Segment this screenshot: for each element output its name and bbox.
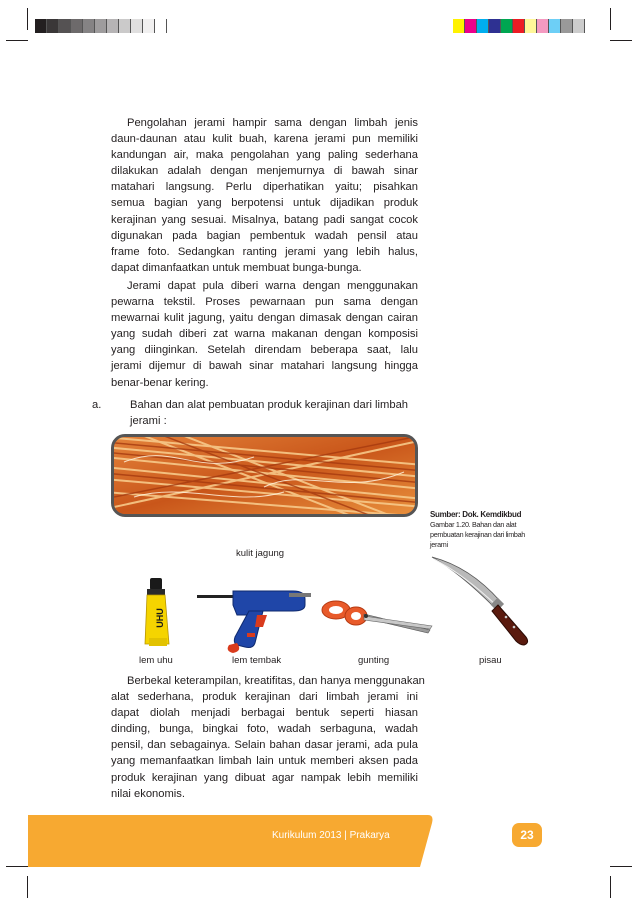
text-line: dapat diolah menjadi berbagai bentuk seperti hiasan (111, 707, 418, 720)
text-line: mewarnai kulit jagung, yaitu dengan dimasak dengan cairan (111, 312, 418, 325)
text-line: alat sederhana, produk kerajinan dari limbah jerami ini (111, 691, 418, 704)
color-calibration-bar (453, 19, 585, 33)
crop-mark (610, 876, 611, 898)
list-marker: a. (92, 399, 102, 411)
straw-texture-illustration (114, 437, 415, 514)
text-line: yang sudah diberi zat warna makanan dengan komposisi (111, 328, 418, 341)
figure-caption-line: pembuatan kerajinan dari limbah (430, 530, 525, 539)
text-line: jerami : (130, 415, 167, 428)
text-line: dinding, bunga, bingkai foto, wadah serbaguna, wadah (111, 723, 418, 736)
text-line: Bahan dan alat pembuatan produk kerajinan dari limbah (130, 399, 409, 411)
tool-label-knife: pisau (479, 655, 502, 666)
text-line: semua bagian yang berpotensi untuk dijadikan produk (111, 197, 418, 210)
crop-mark (6, 866, 28, 867)
text-line: Jerami dapat pula diberi warna dengan menggunakan (127, 280, 418, 292)
paragraph-2 (111, 278, 418, 391)
text-line: jerami dijemur di bawah sinar matahari langsung hingga (111, 360, 418, 373)
crop-mark (27, 876, 28, 898)
text-line: benar-benar kering. (111, 376, 209, 389)
tool-label-scissors: gunting (358, 655, 390, 666)
text-line: nilai ekonomis. (111, 787, 185, 800)
crop-mark (6, 40, 28, 41)
text-line: dapat dimanfaatkan untuk membuat bunga-bunga. (111, 261, 362, 274)
glue-gun-image (197, 585, 312, 653)
text-line: daun-daunan atau kulit buah, karena jerami pun memiliki (111, 133, 418, 146)
text-line: kandungan air, maka pengolahan yang paling sederhana (111, 149, 418, 162)
figure-caption-line: Gambar 1.20. Bahan dan alat (430, 520, 517, 529)
text-line: produk kerajinan yang dibuat agar nampak lebih memiliki (111, 771, 418, 784)
text-line: Berbekal keterampilan, kreatifitas, dan hanya menggunakan (127, 675, 425, 687)
text-line: kerajinan yang sesuai. Misalnya, batang padi sangat cocok (111, 213, 418, 226)
corn-husk-photo (111, 434, 418, 517)
scissors-image (318, 598, 433, 636)
text-line: matahari langsung. Perlu diperhatikan yaitu; pisahkan (111, 181, 418, 194)
glue-tube-image (143, 578, 173, 650)
text-line: frame foto. Sedangkan ranting jerami yang lebih halus, (111, 245, 418, 258)
paragraph-3 (111, 673, 425, 802)
photo-label: kulit jagung (236, 548, 285, 559)
grayscale-calibration-bar (35, 19, 167, 33)
tube-brand: UHU (155, 608, 165, 628)
crop-mark (610, 8, 611, 30)
text-line: digunakan pada bagian pembentuk wadah pensil atau (111, 229, 418, 242)
crop-mark (610, 40, 632, 41)
paragraph-1 (111, 115, 418, 276)
figure-caption-line: jerami (430, 540, 448, 549)
crop-mark (610, 866, 632, 867)
text-line: Pengolahan jerami hampir sama dengan limbah jenis (127, 117, 418, 129)
footer-band (28, 815, 434, 867)
text-line: yang memanfaatkan limbah lain untuk memberi aksen pada (111, 755, 418, 768)
tool-label-glue: lem uhu (139, 655, 173, 666)
text-line: yang diinginkan. Setelah direndam beberapa saat, lalu (111, 344, 418, 357)
crop-mark (27, 8, 28, 30)
figure-source: Sumber: Dok. Kemdikbud (430, 510, 522, 519)
text-line: pensil, dan sebagainya. Selain bahan dasar jerami, ada pula (111, 739, 418, 752)
tool-label-glue-gun: lem tembak (232, 655, 282, 666)
page-number: 23 (512, 823, 542, 847)
running-title: Kurikulum 2013 | Prakarya (272, 830, 390, 841)
text-line: pewarna tekstil. Proses pewarnaan pun sama dengan (111, 296, 418, 309)
text-line: dilakukan adalah dengan menjemurnya di bawah sinar (111, 165, 418, 178)
knife-image (430, 555, 535, 647)
